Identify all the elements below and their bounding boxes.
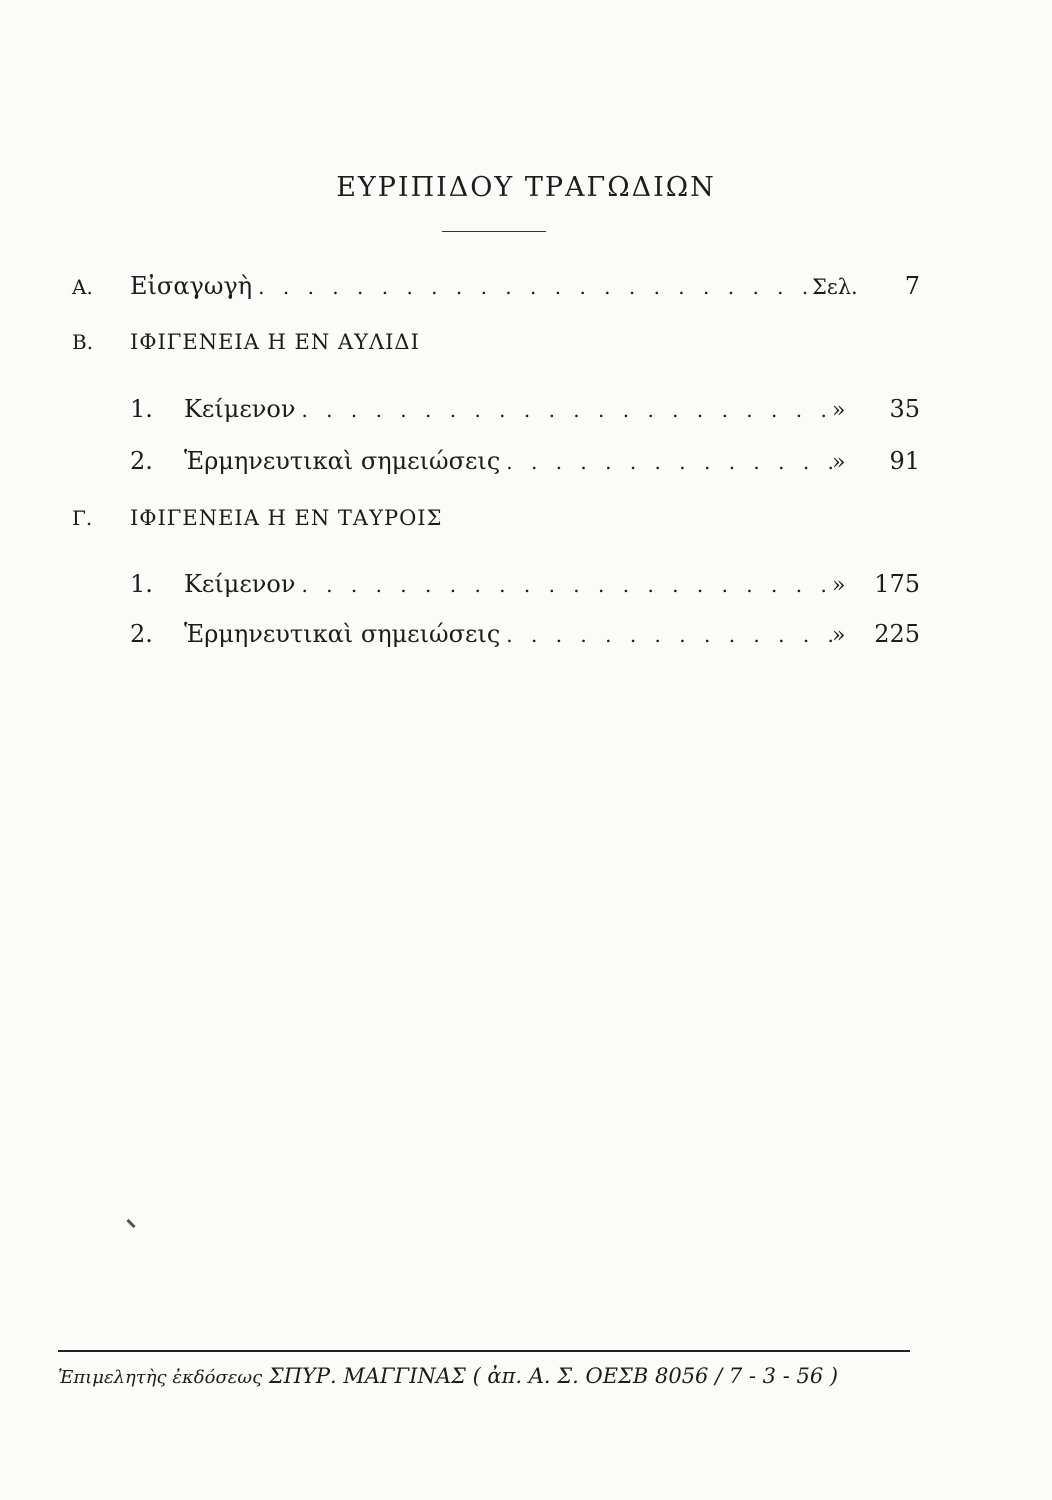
dot-leader xyxy=(506,450,832,474)
toc-letter: Α. xyxy=(72,275,93,299)
ditto-marker: » xyxy=(832,398,846,423)
toc-section-title: ΙΦΙΓΕΝΕΙΑ Η ΕΝ ΤΑΥΡΟΙΣ xyxy=(130,506,443,530)
toc-label: Κείμενον xyxy=(184,570,296,598)
footer-divider xyxy=(58,1350,910,1352)
colophon xyxy=(58,1364,918,1388)
page-number: 35 xyxy=(889,395,920,423)
dot-leader xyxy=(301,573,832,597)
ditto-marker: » xyxy=(832,450,846,475)
page-number: 175 xyxy=(874,570,920,598)
page-title: ΕΥΡΙΠΙΔΟΥ ΤΡΑΓΩΔΙΩΝ xyxy=(336,172,716,203)
toc-item-number: 1. xyxy=(130,570,153,598)
page-number: 91 xyxy=(889,447,920,475)
ditto-marker: » xyxy=(832,573,846,598)
toc-section-tauris xyxy=(72,506,920,530)
colophon-prefix: Ἐπιμελητὴς ἐκδόσεως xyxy=(58,1367,263,1388)
colophon-editor: ΣΠΥΡ. ΜΑΓΓΙΝΑΣ xyxy=(268,1364,466,1388)
toc-section-title: ΙΦΙΓΕΝΕΙΑ Η ΕΝ ΑΥΛΙΔΙ xyxy=(130,330,420,354)
toc-letter: Γ. xyxy=(72,506,93,530)
toc-label: Εἰσαγωγὴ xyxy=(130,272,253,300)
colophon-reference: ( ἀπ. Α. Σ. ΟΕΣΒ 8056 / 7 - 3 - 56 ) xyxy=(472,1364,839,1388)
toc-label: Κείμενον xyxy=(184,395,296,423)
toc-letter: Β. xyxy=(72,330,94,354)
page-abbrev: Σελ. xyxy=(812,275,858,299)
toc-entry-aulis-notes xyxy=(130,447,920,475)
page-number: 225 xyxy=(874,620,920,648)
page-number: 7 xyxy=(904,272,920,300)
toc-entry-introduction xyxy=(72,272,920,300)
toc-item-number: 2. xyxy=(130,620,153,648)
toc-item-number: 2. xyxy=(130,447,153,475)
toc-entry-tauris-notes xyxy=(130,620,920,648)
dot-leader xyxy=(506,623,832,647)
title-divider xyxy=(442,231,546,232)
toc-item-number: 1. xyxy=(130,395,153,423)
toc-section-aulis xyxy=(72,330,920,354)
toc-entry-aulis-text xyxy=(130,395,920,423)
dot-leader xyxy=(301,398,832,422)
toc-entry-tauris-text xyxy=(130,570,920,598)
dot-leader xyxy=(258,275,812,299)
toc-label: Ἑρμηνευτικαὶ σημειώσεις xyxy=(184,447,501,475)
print-speck xyxy=(126,1219,135,1228)
toc-label: Ἑρμηνευτικαὶ σημειώσεις xyxy=(184,620,501,648)
ditto-marker: » xyxy=(832,623,846,648)
